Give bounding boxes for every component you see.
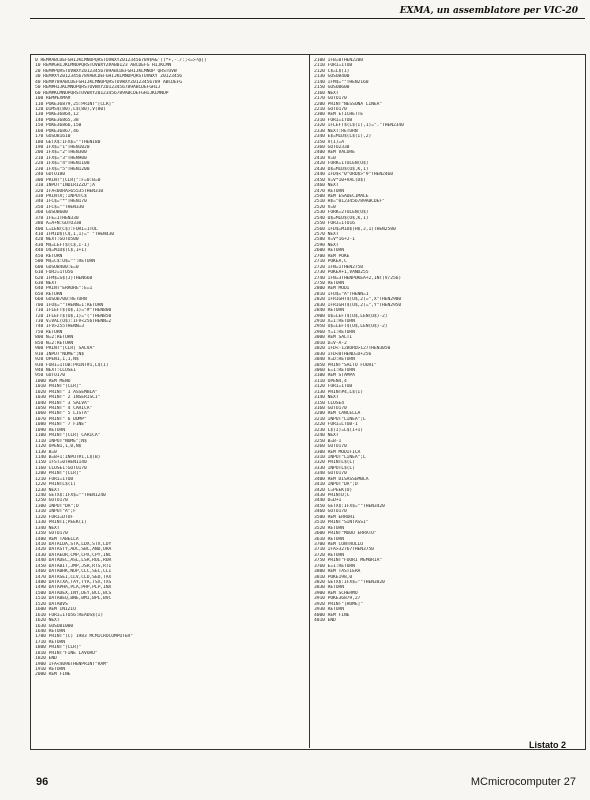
code-line: 1820 END (35, 656, 57, 662)
code-line: 750 RETURN (35, 329, 63, 335)
code-line: 900 PRINT"[CLR] SALVA" (35, 346, 95, 352)
code-line: 3800 REM TASTIERA (314, 569, 361, 575)
code-line: 3460 GOTO170 (314, 509, 347, 515)
code-line: 2460 NEXT (314, 183, 339, 189)
code-line: 3710 IFA>32767THEN3750 (314, 547, 374, 553)
code-line: 3510 PRINT"SINTASSI" (314, 520, 369, 526)
code-line: 3340 GOTO170 (314, 471, 347, 477)
code-line: 2450 V=V*10+VAL(D$) (314, 177, 366, 183)
listing-left-column (35, 58, 307, 744)
code-line: 1640 RETURN (35, 628, 65, 634)
code-line: 310 INPUT"INDIRIZZO";A (35, 183, 95, 189)
code-line: 3000 REM SALTI (314, 335, 353, 341)
code-line: 3240 NEXT (314, 433, 339, 439)
code-line: 2140 IFM$=""THEN2160 (314, 79, 369, 85)
code-line: 1220 PRINTL$(I) (35, 482, 76, 488)
code-line: 800 N=2:RETURN (35, 335, 74, 341)
code-line: 1210 FORI=1TOB (35, 476, 74, 482)
code-line: 2110 FORI=1TOB (314, 63, 353, 69)
code-line: 2590 NEXT (314, 242, 339, 248)
code-line: 2160 NEXT (314, 90, 339, 96)
code-line: 1410 DATALDA,STA,LDX,STX,LDY (35, 541, 112, 547)
code-line: 1150 IFST=0THEN1140 (35, 460, 87, 466)
code-line: 2510 H$="0123456789ABCDEF" (314, 199, 385, 205)
code-line: 3910 POKE36879,27 (314, 596, 361, 602)
code-line: 0 REM#ABCDEFGHIJKLMNOPQRSTUVWXYZ0123456789$%&'()*+,-./:;<=>?@[] (35, 58, 207, 63)
code-line: 2960 Y=1:RETURN (314, 329, 355, 335)
code-line: 3600 PRINT"MODO ERRATO" (314, 531, 377, 537)
code-line: 3520 RETURN (314, 525, 344, 531)
code-line: 330 PRINTA;:INPUTC$ (35, 193, 87, 199)
code-line: 320 IFA<0ORA>65535THEN310 (35, 188, 104, 194)
code-line: 1490 DATAPHA,PLA,PHP,PLP,INX (35, 585, 112, 591)
code-line: 3260 GOTO170 (314, 444, 347, 450)
code-line: 3150 CLOSE4 (314, 400, 344, 406)
code-line: 1520 DATABVS (35, 601, 68, 607)
code-line: 1230 NEXT (35, 487, 60, 493)
code-line: 2360 GOTO2330 (314, 145, 350, 150)
code-line: 2170 GOTO170 (314, 96, 347, 102)
code-line: 3100 REM STAMPA (314, 373, 355, 379)
code-line: 50 REM#HIJKLMNOPQRSTUVWXYZ0123456789ABCDEFGHIJ (35, 85, 161, 91)
code-line: 3220 FORI=LTOB-1 (314, 422, 358, 428)
code-line: 3040 V=D:RETURN (314, 357, 355, 363)
code-line: 440 O$=MID$(C$,I+1) (35, 248, 87, 254)
code-line: 650 RETURN (35, 291, 63, 297)
code-line: 210 IFX$="3"THEN900 (35, 155, 87, 161)
code-line: 180 GETX$:IFX$=""THEN180 (35, 139, 101, 145)
code-line: 130 POKE36864,12 (35, 112, 79, 118)
page-number: 96 (36, 776, 49, 788)
code-line: 2420 FORK=1TOLEN(O$) (314, 161, 369, 167)
code-line: 350 IFC$=""THEN330 (35, 204, 84, 210)
code-line: 380 A=A+N:GOTO330 (35, 221, 82, 227)
code-line: 1130 B=0 (35, 449, 57, 455)
code-line: 1900 IFA<4096THENPRINT"RAM" (35, 661, 109, 667)
code-line: 410 IFMID$(C$,I,1)=" "THEN430 (35, 232, 114, 237)
code-line: 2540 D$=MID$(O$,K,1) (314, 215, 369, 221)
code-line: 370 IFE=1THEN330 (35, 215, 79, 221)
code-line: 2550 FORJ=1TO16 (314, 221, 355, 227)
code-line: 340 IFC$="*"THEN170 (35, 199, 87, 205)
code-line: 3430 PRINTD;C (314, 493, 350, 498)
code-line: 2580 V=V*16+J-1 (314, 237, 355, 243)
code-line: 1050 PRINT" 4 CARICA" (35, 406, 93, 411)
code-line: 3420 C=PEEK(D) (314, 487, 353, 493)
code-line: 740 IFV>255THENN=3 (35, 324, 84, 330)
listing-caption: Listato 2 (528, 740, 566, 750)
code-line: 1000 REM MENU (35, 378, 71, 384)
code-line: 1090 RETURN (35, 427, 65, 433)
code-line: 220 IFX$="4"THEN1100 (35, 161, 90, 167)
code-line: 3010 D=V-A-2 (314, 340, 347, 346)
code-line: 3720 RETURN (314, 552, 344, 558)
code-line: 2830 IFRIGHT$(O$,2)=",Y"THEN2950 (314, 302, 402, 308)
code-line: 3300 REM MODIFICA (314, 449, 361, 455)
code-line: 3400 REM DISASSEMBLA (314, 476, 369, 482)
code-line: 1440 DATADEC,ASL,LSR,ROL,ROR (35, 558, 112, 564)
code-line: 150 POKE36866,150 (35, 123, 82, 129)
code-line: 2500 REM ESADECIMALE (314, 193, 369, 199)
code-line: 3160 GOTO170 (314, 406, 347, 411)
code-line: 2400 REM VALORE (314, 150, 355, 156)
code-line: 630 NEXT (35, 280, 57, 286)
code-line: 2350 V(I)=A (314, 139, 344, 145)
code-line: 2530 FORK=2TOLEN(O$) (314, 210, 369, 216)
code-line: 1060 PRINT" 5 LISTA" (35, 411, 90, 417)
code-line: 1250 GOTO170 (35, 498, 68, 504)
code-line: 240 GOTO180 (35, 172, 65, 178)
code-line: 1120 OPEN1,1,0,N$ (35, 444, 82, 450)
code-line: 1030 PRINT" 2 INSERISCI" (35, 395, 101, 401)
code-line: 2210 GOTO170 (314, 106, 347, 112)
code-line: 2520 V=0 (314, 204, 336, 210)
code-line: 1460 DATABRK,NOP,CLC,SEC,CLI (35, 569, 112, 575)
code-line: 660 GOSUB700:RETURN (35, 297, 87, 303)
code-line: 1480 DATATXA,TAY,TYA,TSX,TXS (35, 580, 112, 585)
code-line: 20 REM#PQRSTUVWXYZ0123456789ABCDEFGHIJKLMNOP QRSTUVW (35, 68, 177, 74)
code-line: 610 FORJ=1TO56 (35, 270, 74, 276)
code-line: 3140 NEXT (314, 395, 339, 401)
code-line: 3330 INPUTL$(L) (314, 465, 355, 471)
code-line: 3750 PRINT"FUORI MEMORIA" (314, 558, 383, 564)
code-line: 1470 DATASEI,CLV,CLD,SED,TAX (35, 574, 112, 580)
code-line: 1510 DATABEQ,BNE,BMI,BPL,BVC (35, 596, 112, 602)
listing-right-column (314, 58, 586, 744)
code-line: 2800 REM MODI (314, 286, 350, 292)
code-line: 1710 RETURN (35, 639, 65, 645)
code-line: 3250 B=B-1 (314, 438, 342, 444)
code-line: 2200 PRINT"NESSUNA LINEA" (314, 101, 383, 107)
code-line: 2120 C$=L$(I) (314, 68, 350, 74)
code-line: 3020 IFD<-128ORD>127THEN3050 (314, 346, 391, 352)
code-line: 850 N=2:RETURN (35, 340, 74, 346)
code-line: 3060 E=1:RETURN (314, 367, 355, 373)
code-line: 1810 PRINT"FINE LAVORO" (35, 650, 98, 656)
code-line: 2840 RETURN (314, 308, 344, 314)
code-line: 3410 INPUT"DA";D (314, 482, 358, 488)
code-line: 950 GOTO170 (35, 373, 65, 379)
code-line: 360 GOSUB600 (35, 210, 68, 216)
code-line: 3320 PRINTL$(L) (314, 460, 355, 466)
code-line: 1610 FORI=1TO56:READS$(I) (35, 612, 104, 618)
code-line: 640 PRINT"ERRORE":E=1 (35, 286, 93, 292)
code-line: 1320 FORI=DTOF (35, 514, 74, 520)
code-line: 30 REM#XYZ0123456789ABCDEFGHIJKLMNOPQRSTUVWXY Z0123456 (35, 74, 182, 80)
code-line: 3700 REM CONTROLLO (314, 541, 363, 547)
code-line: 940 NEXT:CLOSE1 (35, 367, 76, 373)
code-line: 1140 B=B+1:INPUT#1,L$(B) (35, 454, 101, 460)
code-line: 2720 IFN=1THEN2750 (314, 264, 363, 270)
code-line: 3440 D=D+1 (314, 498, 342, 504)
code-line: 1350 GOTO170 (35, 531, 68, 537)
code-line: 720 IFLEFT$(O$,1)="("THEN850 (35, 313, 112, 319)
code-line: 2440 IFD$<"0"ORD$>"9"THEN2460 (314, 172, 393, 178)
code-line: 2330 NEXT:RETURN (314, 128, 358, 134)
code-line: 2560 IFD$=MID$(H$,J,1)THEN2580 (314, 226, 396, 232)
code-line: 2340 E$=MID$(L$(I),2) (314, 134, 372, 140)
code-line: 3920 PRINT"[HOME]" (314, 601, 363, 607)
code-line: 4010 END (314, 618, 336, 624)
code-line: 2470 RETURN (314, 188, 344, 194)
code-line: 170 GOSUB1610 (35, 134, 71, 140)
code-line: 620 IFM$=S$(J)THEN660 (35, 275, 93, 281)
code-line: 930 FORI=1TOB:PRINT#1,L$(I) (35, 362, 109, 368)
code-line: 2130 GOSUB400 (314, 74, 350, 80)
code-line: 3050 PRINT"SALTO FUORI" (314, 362, 377, 368)
page-header-title: EXMA, un assemblatore per VIC-20 (399, 6, 578, 16)
code-line: 1240 GETX$:IFX$=""THEN1240 (35, 493, 106, 498)
code-line: 2320 IFLEFT$(L$(I),1)="."THEN2340 (314, 123, 404, 129)
code-line: 1700 PRINT"(C) 1983 MCMICROCOMPUTER" (35, 634, 133, 640)
code-line: 1070 PRINT" 6 DUMP" (35, 416, 87, 422)
code-line: 2710 POKEA,C (314, 259, 347, 265)
code-line: 2730 POKEA+1,VAND255 (314, 270, 369, 276)
code-line: 1500 DATADEX,INY,DEY,BCC,BCS (35, 590, 112, 596)
code-line: 40 REM#789ABCDEFGHIJKLMNOPQRSTUVWXYZ0123456789 ABCDEFG (35, 79, 182, 85)
code-line: 200 IFX$="2"THEN300 (35, 150, 87, 156)
code-line: 3030 IFD<0THEND=D+256 (314, 351, 372, 357)
code-line: 3130 PRINT#4,L$(I) (314, 389, 363, 395)
code-line: 3610 RETURN (314, 536, 344, 542)
code-line: 1450 DATABIT,JMP,JSR,RTS,RTI (35, 563, 112, 569)
code-line: 500 M$=C$:O$="":RETURN (35, 259, 95, 265)
code-line: 430 M$=LEFT$(C$,I-1) (35, 242, 90, 248)
code-line: 2100 IFB=0THEN2200 (314, 58, 363, 63)
code-line: 3930 RETURN (314, 607, 344, 613)
code-line: 3110 OPEN4,4 (314, 378, 347, 384)
code-line: 1080 PRINT" 7 FINE" (35, 422, 87, 428)
code-line: 2810 IFO$="A"THENN=1 (314, 291, 369, 297)
code-line: 2150 GOSUB600 (314, 85, 350, 91)
code-line: 1110 INPUT"NOME";N$ (35, 438, 87, 444)
code-line: 3120 FORI=1TOB (314, 384, 353, 390)
code-line: 160 POKE36867,46 (35, 128, 79, 134)
magazine-name: MCmicrocomputer 27 (470, 776, 576, 788)
code-line: 2310 FORI=1TOB (314, 117, 353, 123)
code-line: 300 PRINT"[CLR]":F=0:B=0 (35, 177, 101, 183)
code-line: 3210 INPUT"LINEA";L (314, 416, 366, 422)
code-line: 2410 V=0 (314, 155, 336, 161)
code-line: 3310 INPUT"LINEA";L (314, 454, 366, 460)
code-line: 700 IFO$=""THENN=1:RETURN (35, 302, 104, 308)
code-line: 2950 O$=LEFT$(O$,LEN(O$)-2) (314, 324, 388, 330)
code-line: 2900 O$=LEFT$(O$,LEN(O$)-2) (314, 313, 388, 319)
code-line: 450 RETURN (35, 253, 63, 259)
code-line: 120 DIMS$(80),L$(80),V(80) (35, 106, 106, 112)
column-divider (309, 54, 310, 748)
code-line: 1400 REM TABELLA (35, 536, 79, 542)
code-line: 2430 D$=MID$(O$,K,1) (314, 166, 369, 172)
code-line: 190 IFX$="1"THEN1020 (35, 145, 90, 150)
code-line: 910 INPUT"NOME";N$ (35, 351, 84, 357)
code-line: 420 NEXT:GOTO500 (35, 237, 79, 243)
code-line: 3450 GETX$:IFX$=""THEN3420 (314, 503, 385, 509)
code-line: 1600 REM INIZIO (35, 607, 76, 613)
code-line: 1200 PRINT"[CLR]" (35, 471, 82, 477)
code-line: 1310 INPUT"A";F (35, 509, 76, 515)
code-line: 1040 PRINT" 3 SALVA" (35, 400, 90, 406)
code-line: 1420 DATASTY,ADC,SBC,AND,ORA (35, 547, 112, 553)
code-line: 3230 L$(I)=L$(I+1) (314, 427, 363, 433)
code-line: 1910 RETURN (35, 667, 65, 672)
code-line: 3500 REM ERRORI (314, 514, 355, 520)
code-line: 1020 PRINT" 1 ASSEMBLA" (35, 389, 98, 395)
header-rule (30, 18, 585, 19)
code-line: 3900 REM SCHERMO (314, 590, 358, 596)
code-line: 1100 PRINT"[CLR] CARICA" (35, 433, 101, 439)
code-line: 1800 PRINT"[CLR]" (35, 645, 82, 651)
code-line: 2570 NEXT (314, 232, 339, 237)
code-line: 1330 PRINTI;PEEK(I) (35, 520, 87, 526)
code-line: 1340 NEXT (35, 525, 60, 531)
code-line: 1010 PRINT"[CLR]" (35, 384, 82, 390)
code-line: 110 POKE36879,25:PRINT"[CLR]" (35, 101, 114, 107)
code-line: 1430 DATAEOR,CMP,CPX,CPY,INC (35, 552, 112, 558)
code-line: 1160 CLOSE1:GOTO170 (35, 465, 87, 471)
code-line: 100 REM#EXMA# (35, 96, 71, 102)
code-line: 1630 GOSUB1000 (35, 623, 74, 629)
code-line: 2600 RETURN (314, 248, 344, 254)
code-line: 1620 NEXT (35, 618, 60, 624)
code-line: 600 GOSUB400:E=0 (35, 264, 79, 270)
code-line: 4000 REM FINE (314, 612, 350, 618)
code-line: 730 V=VAL(O$):IFV<256THENN=2 (35, 319, 112, 324)
code-line: 2750 RETURN (314, 280, 344, 286)
code-line: 3760 E=1:RETURN (314, 563, 355, 569)
code-line: 400 L=LEN(C$):FORI=1TOL (35, 226, 98, 232)
code-line: 10 REM#GHIJKLMNOPQRSTUVWXYZ#AB0123 ABCDEFG HIJKLMN (35, 63, 172, 69)
code-line: 2000 REM FINE (35, 672, 71, 678)
code-line: 60 REM#KLMNOPQRSTUVWXYZ0123456789ABCDEFGHIJKLMNOP (35, 90, 169, 96)
code-line: 1300 INPUT"DA";D (35, 503, 79, 509)
code-line: 140 POKE36865,38 (35, 117, 79, 123)
code-line: 920 OPEN1,1,1,N$ (35, 357, 79, 363)
code-line: 2910 X=1:RETURN (314, 319, 355, 324)
code-line: 2740 IFN=3THENPOKEA+2,INT(V/256) (314, 275, 402, 281)
code-line: 2700 REM POKE (314, 253, 350, 259)
code-line: 3820 GETX$:IFX$=""THEN3820 (314, 580, 385, 585)
code-line: 3200 REM CANCELLA (314, 411, 361, 417)
code-line: 230 IFX$="5"THEN1200 (35, 166, 90, 172)
code-line: 2300 REM ETICHETTE (314, 112, 363, 118)
code-line: 710 IFLEFT$(O$,1)="#"THEN800 (35, 308, 112, 314)
code-line: 3830 RETURN (314, 585, 344, 591)
code-line: 3810 POKE198,0 (314, 574, 353, 580)
code-line: 2820 IFRIGHT$(O$,2)=",X"THEN2900 (314, 297, 402, 303)
